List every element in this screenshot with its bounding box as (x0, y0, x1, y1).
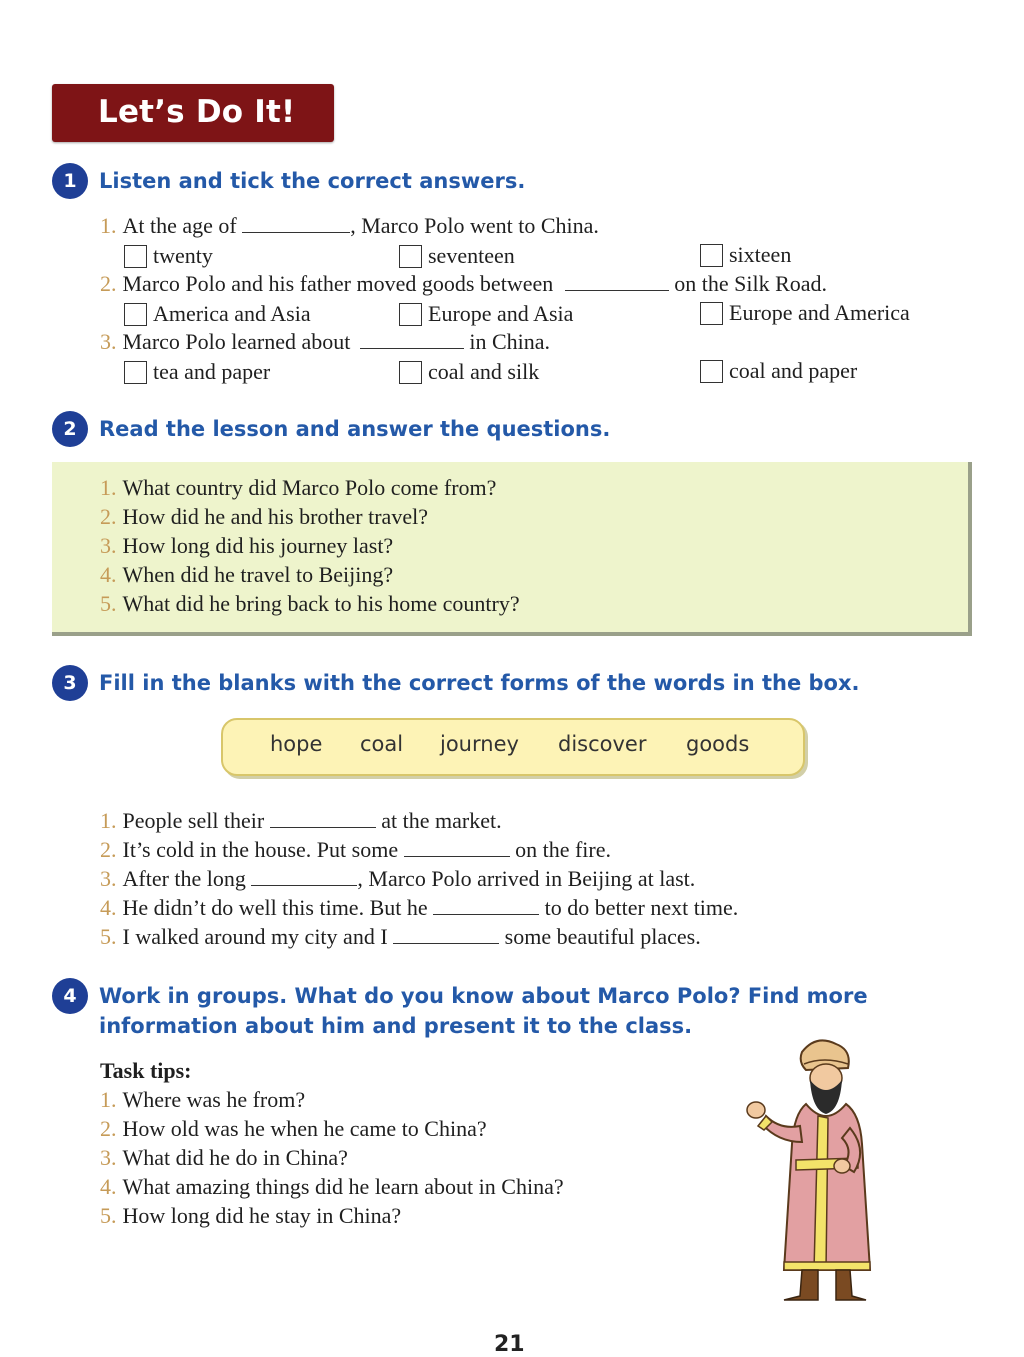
answer-blank (270, 807, 376, 828)
option-item[interactable]: America and Asia (124, 300, 311, 328)
answer-blank (393, 923, 499, 944)
question-item: 1. What country did Marco Polo come from? (100, 475, 497, 500)
word-box-item: hope (270, 732, 323, 756)
answer-blank (242, 212, 350, 233)
option-item[interactable]: Europe and America (700, 299, 910, 327)
section-number-badge: 3 (52, 665, 88, 701)
lets-do-it-banner (52, 84, 334, 142)
marco-polo-illustration (744, 1034, 894, 1304)
answer-blank (251, 865, 357, 886)
tick-question-3: 3. Marco Polo learned about in China. (100, 329, 551, 354)
question-item: 2. How did he and his brother travel? (100, 504, 428, 529)
option-item[interactable]: sixteen (700, 241, 791, 269)
word-box-item: discover (558, 732, 647, 756)
fill-sentence: 5. I walked around my city and I some beautiful places. (100, 924, 701, 949)
task-tip: 1. Where was he from? (100, 1087, 306, 1112)
option-item[interactable]: seventeen (399, 242, 515, 270)
checkbox[interactable] (124, 245, 147, 268)
tick-question-2: 2. Marco Polo and his father moved goods between on the Silk Road. (100, 271, 828, 296)
question-item: 5. What did he bring back to his home country? (100, 591, 520, 616)
section-3-instruction: Fill in the blanks with the correct forms of the words in the box. (99, 671, 860, 695)
checkbox[interactable] (399, 361, 422, 384)
option-item[interactable]: coal and silk (399, 358, 539, 386)
checkbox[interactable] (399, 303, 422, 326)
section-4-instruction: Work in groups. What do you know about Marco Polo? Find more information about him and present it to the class. (99, 984, 868, 1038)
section-1-heading (52, 166, 525, 199)
task-tip: 5. How long did he stay in China? (100, 1203, 402, 1228)
fill-sentence: 3. After the long , Marco Polo arrived in Beijing at last. (100, 866, 696, 891)
word-box (221, 718, 805, 776)
checkbox[interactable] (124, 361, 147, 384)
section-2-heading (52, 414, 610, 447)
checkbox[interactable] (700, 244, 723, 267)
fill-sentence: 4. He didn’t do well this time. But he to do better next time. (100, 895, 739, 920)
banner-title: Let’s Do It! (98, 94, 296, 130)
checkbox[interactable] (700, 360, 723, 383)
word-box-item: goods (686, 732, 750, 756)
task-tip: 3. What did he do in China? (100, 1145, 348, 1170)
fill-sentence: 1. People sell their at the market. (100, 808, 502, 833)
page-number: 21 (494, 1332, 525, 1357)
option-item[interactable]: twenty (124, 242, 213, 270)
option-item[interactable]: coal and paper (700, 357, 857, 385)
item-number: 3. (100, 329, 117, 354)
task-tip: 2. How old was he when he came to China? (100, 1116, 487, 1141)
section-number-badge: 4 (52, 978, 88, 1014)
section-2-instruction: Read the lesson and answer the questions. (99, 417, 611, 441)
answer-blank (360, 328, 464, 349)
section-4-heading (52, 981, 868, 1041)
section-number-badge: 2 (52, 411, 88, 447)
word-box-item: journey (440, 732, 519, 756)
tick-question-1: 1. At the age of , Marco Polo went to China. (100, 213, 599, 238)
section-3-heading (52, 668, 860, 701)
answer-blank (404, 836, 510, 857)
task-tips-title: Task tips: (100, 1058, 192, 1083)
task-tip: 4. What amazing things did he learn about in China? (100, 1174, 564, 1199)
question-item: 3. How long did his journey last? (100, 533, 394, 558)
option-item[interactable]: Europe and Asia (399, 300, 573, 328)
item-number: 1. (100, 213, 117, 238)
fill-sentence: 2. It’s cold in the house. Put some on the fire. (100, 837, 611, 862)
question-item: 4. When did he travel to Beijing? (100, 562, 394, 587)
word-box-item: coal (360, 732, 404, 756)
answer-blank (565, 270, 669, 291)
option-item[interactable]: tea and paper (124, 358, 270, 386)
section-number-badge: 1 (52, 163, 88, 199)
checkbox[interactable] (700, 302, 723, 325)
checkbox[interactable] (399, 245, 422, 268)
answer-blank (433, 894, 539, 915)
section-1-instruction: Listen and tick the correct answers. (99, 169, 526, 193)
checkbox[interactable] (124, 303, 147, 326)
item-number: 2. (100, 271, 117, 296)
